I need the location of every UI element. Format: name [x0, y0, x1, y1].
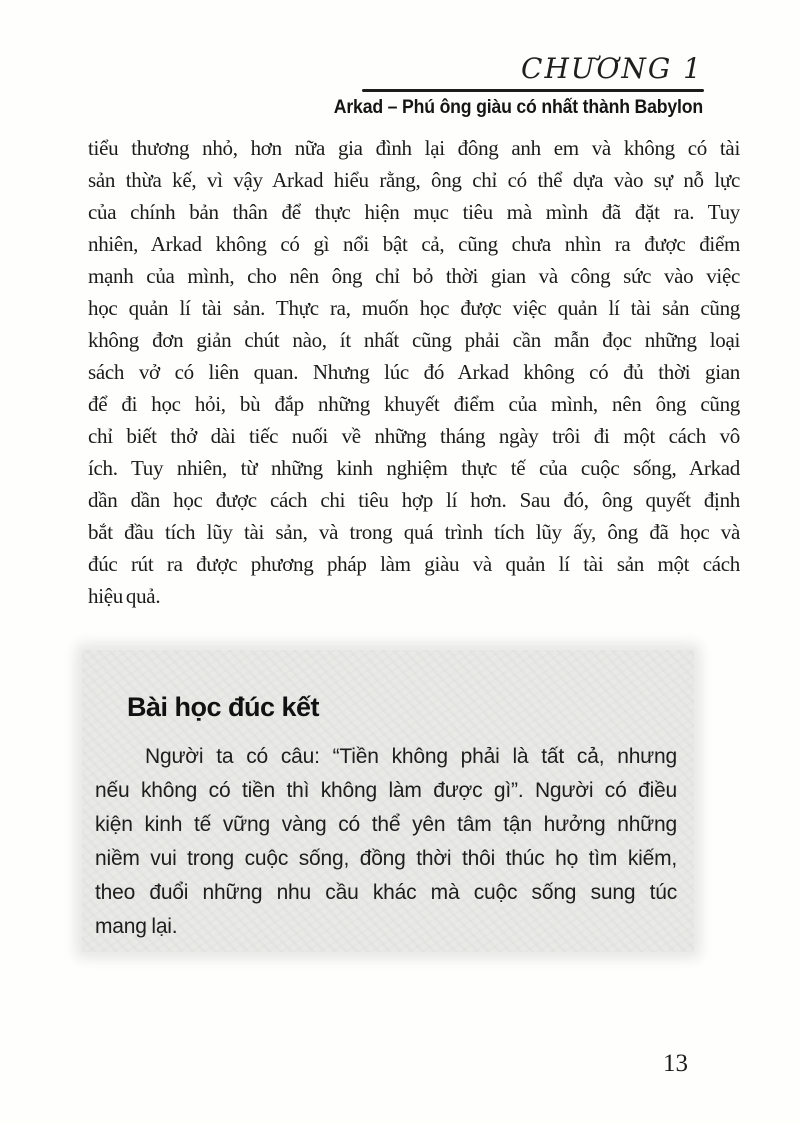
body-line: tiểu thương nhỏ, hơn nữa gia đình lại đông anh em và không có tài [88, 136, 740, 160]
lesson-line: Người ta có câu: “Tiền không phải là tất cả, nhưng [145, 745, 677, 768]
body-line: sản thừa kế, vì vậy Arkad hiểu rằng, ông chỉ có thể dựa vào sự nỗ lực [88, 168, 740, 192]
lesson-line: theo đuổi những nhu cầu khác mà cuộc sống sung túc [95, 881, 677, 904]
body-line: mạnh của mình, cho nên ông chỉ bỏ thời gian và công sức vào việc [88, 264, 740, 288]
body-line: bắt đầu tích lũy tài sản, và trong quá trình tích lũy ấy, ông đã học và [88, 520, 740, 544]
body-line: đúc rút ra được phương pháp làm giàu và quản lí tài sản một cách [88, 552, 740, 576]
body-line: của chính bản thân để thực hiện mục tiêu mà mình đã đặt ra. Tuy [88, 200, 740, 224]
lesson-heading: Bài học đúc kết [127, 692, 320, 722]
lesson-line: nếu không có tiền thì không làm được gì”. Người có điều [95, 779, 677, 802]
body-line: nhiên, Arkad không có gì nổi bật cả, cũng chưa nhìn ra được điểm [88, 232, 740, 256]
chapter-subtitle: Arkad – Phú ông giàu có nhất thành Babylon [333, 97, 703, 118]
body-line: học quản lí tài sản. Thực ra, muốn học được việc quản lí tài sản cũng [88, 296, 740, 320]
body-line: hiệu quả. [88, 584, 161, 608]
body-line: sách vở có liên quan. Nhưng lúc đó Arkad không có đủ thời gian [88, 360, 740, 384]
body-line: không đơn giản chút nào, ít nhất cũng phải cần mẫn đọc những loại [88, 328, 740, 352]
body-line: ích. Tuy nhiên, từ những kinh nghiệm thực tế của cuộc sống, Arkad [88, 456, 740, 480]
lesson-line: niềm vui trong cuộc sống, đồng thời thôi thúc họ tìm kiếm, [95, 847, 677, 870]
page-number: 13 [663, 1050, 688, 1077]
body-line: chỉ biết thở dài tiếc nuối về những tháng ngày trôi đi một cách vô [88, 424, 740, 448]
lesson-paragraph [95, 740, 677, 944]
body-paragraph [88, 132, 740, 612]
body-line: dần dần học được cách chi tiêu hợp lí hơn. Sau đó, ông quyết định [88, 488, 740, 512]
lesson-box [82, 650, 694, 952]
chapter-heading: CHƯƠNG 1 [521, 52, 703, 85]
lesson-line: mang lại. [95, 915, 178, 938]
header-rule [362, 89, 704, 92]
lesson-line: kiện kinh tế vững vàng có thể yên tâm tận hưởng những [95, 813, 677, 836]
body-line: để đi học hỏi, bù đắp những khuyết điểm của mình, nên ông cũng [88, 392, 740, 416]
